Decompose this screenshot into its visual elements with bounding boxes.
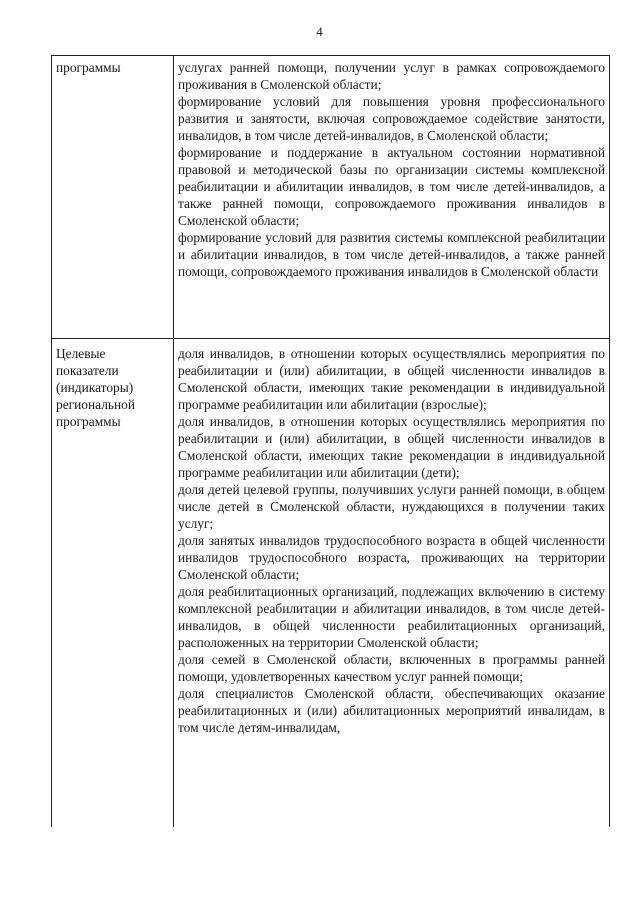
row-label-cell: [52, 339, 174, 828]
row-content-cell: [174, 339, 610, 828]
paragraph: доля специалистов Смоленской области, обеспечивающих оказание реабилитационных и (или) абилитационных мероприятий инвалидам, в том числе детям-инвалидам,: [178, 686, 605, 735]
row-label-cell: [52, 56, 174, 339]
page-number: 4: [316, 24, 323, 39]
paragraph: формирование условий для повышения уровня профессионального развития и занятости, включая сопровождаемое содействие занятости, инвалидов, в том числе детей-инвалидов, в Смоленской области;: [178, 94, 605, 143]
paragraph: доля семей в Смоленской области, включенных в программы ранней помощи, удовлетворенных качеством услуг ранней помощи;: [178, 652, 605, 684]
table-row: [52, 339, 610, 828]
row-label: программы: [56, 60, 121, 75]
paragraph: услугах ранней помощи, получении услуг в рамках сопровождаемого проживания в Смоленской области;: [178, 60, 605, 92]
program-passport-table: [51, 55, 610, 827]
paragraph: доля занятых инвалидов трудоспособного возраста в общей численности инвалидов трудоспособного возраста, проживающих на территории Смоленской области;: [178, 533, 605, 582]
paragraph: доля инвалидов, в отношении которых осуществлялись мероприятия по реабилитации и (или) абилитации, в общей численности инвалидов в Смоленской области, имеющих такие рекомендации в индивидуальной программе реабилитации или абилитации (дети);: [178, 414, 605, 480]
paragraph: доля инвалидов, в отношении которых осуществлялись мероприятия по реабилитации и (или) абилитации, в общей численности инвалидов в Смоленской области, имеющих такие рекомендации в индивидуальной программе реабилитации или абилитации (взрослые);: [178, 346, 605, 412]
row-content-cell: [174, 56, 610, 339]
paragraph: формирование условий для развития системы комплексной реабилитации и абилитации инвалидов, в том числе детей-инвалидов, а также ранней помощи, сопровождаемого проживания инвалидов в Смоленской области: [178, 230, 605, 279]
row-label: Целевые показатели (индикаторы) региональной программы: [56, 346, 136, 429]
table-row: [52, 56, 610, 339]
paragraph: формирование и поддержание в актуальном состоянии нормативной правовой и методической базы по организации системы комплексной реабилитации и абилитации инвалидов, в том числе детей-инвалидов, а также ранней помощи, сопровождаемого проживания инвалидов в Смоленской области;: [178, 145, 605, 228]
paragraph: доля детей целевой группы, получивших услуги ранней помощи, в общем числе детей в Смоленской области, нуждающихся в получении таких услуг;: [178, 482, 605, 531]
paragraph: доля реабилитационных организаций, подлежащих включению в систему комплексной реабилитации и абилитации инвалидов, в том числе детей-инвалидов, в общей численности реабилитационных организаций, расположенных на территории Смоленской области;: [178, 584, 605, 650]
